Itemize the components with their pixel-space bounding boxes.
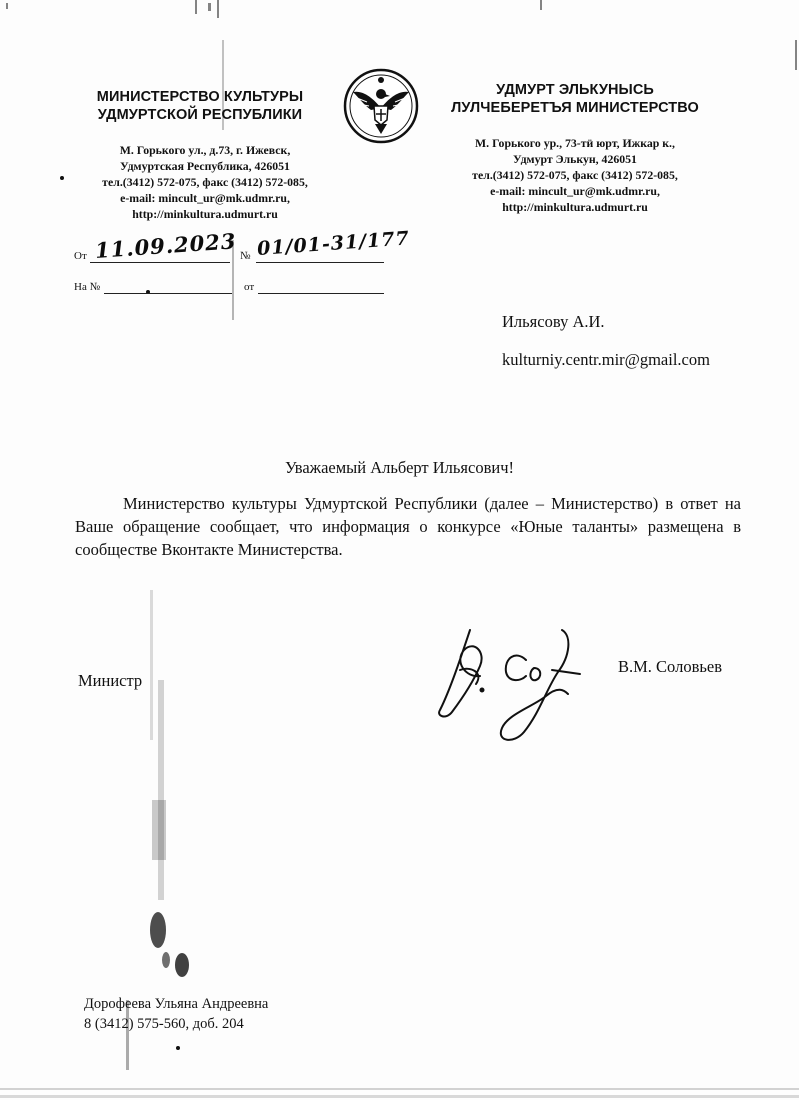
reference-from-label: от xyxy=(244,281,255,293)
address-line: М. Горького ур., 73-тӥ юрт, Ижкар к., xyxy=(475,136,675,150)
reference-number-line xyxy=(104,293,232,294)
reference-date-line xyxy=(258,293,384,294)
website-line: http://minkultura.udmurt.ru xyxy=(132,207,278,221)
address-line: Удмуртская Республика, 426051 xyxy=(120,159,290,173)
website-line: http://minkultura.udmurt.ru xyxy=(502,200,648,214)
greeting: Уважаемый Альберт Ильясович! xyxy=(284,458,515,477)
number-line xyxy=(256,262,384,263)
reference-label: На № xyxy=(74,281,101,293)
executor-phone: 8 (3412) 575-560, доб. 204 xyxy=(84,1016,244,1032)
ministry-title-udmurt xyxy=(425,81,725,117)
handwritten-signature-icon xyxy=(430,620,590,750)
addressee-email: kulturniy.centr.mir@gmail.com xyxy=(502,350,710,369)
number-label: № xyxy=(240,250,251,262)
address-line: Удмурт Элькун, 426051 xyxy=(513,152,637,166)
ministry-address-russian xyxy=(70,142,340,222)
phone-line: тел.(3412) 572-075, факс (3412) 572-085, xyxy=(472,168,678,182)
signatory-name: В.М. Соловьев xyxy=(618,657,723,676)
email-line: e-mail: mincult_ur@mk.udmr.ru, xyxy=(120,191,290,205)
date-line xyxy=(90,262,230,263)
ministry-title-line2: ЛУЛЧЕБЕРЕТЪЯ МИНИСТЕРСТВО xyxy=(451,100,699,116)
addressee-name: Ильясову А.И. xyxy=(502,312,605,331)
executor-name: Дорофеева Ульяна Андреевна xyxy=(84,996,269,1012)
ministry-title-line1: УДМУРТ ЭЛЬКУНЫСЬ xyxy=(496,82,654,98)
from-label: От xyxy=(74,250,87,262)
handwritten-number: 01/01-31/177 xyxy=(256,227,411,260)
signatory-position: Министр xyxy=(78,671,143,690)
ministry-address-udmurt xyxy=(440,135,710,215)
ministry-title-line1: МИНИСТЕРСТВО КУЛЬТУРЫ xyxy=(96,89,304,105)
email-line: e-mail: mincult_ur@mk.udmr.ru, xyxy=(490,184,660,198)
ministry-title-line2: УДМУРТСКОЙ РЕСПУБЛИКИ xyxy=(97,107,303,123)
address-line: М. Горького ул., д.73, г. Ижевск, xyxy=(119,143,291,157)
handwritten-date: 11.09.2023 xyxy=(94,228,238,263)
letter-body: Министерство культуры Удмуртской Республики (далее – Министерство) в ответ на Ваше обращение сообщает, что информация о конкурсе «Юные таланты» размещена в сообществе Вконтакте Министерства. xyxy=(75,494,741,559)
phone-line: тел.(3412) 572-075, факс (3412) 572-085, xyxy=(102,175,308,189)
ministry-title-russian xyxy=(70,88,330,124)
udmurt-coat-of-arms-icon xyxy=(343,68,419,144)
